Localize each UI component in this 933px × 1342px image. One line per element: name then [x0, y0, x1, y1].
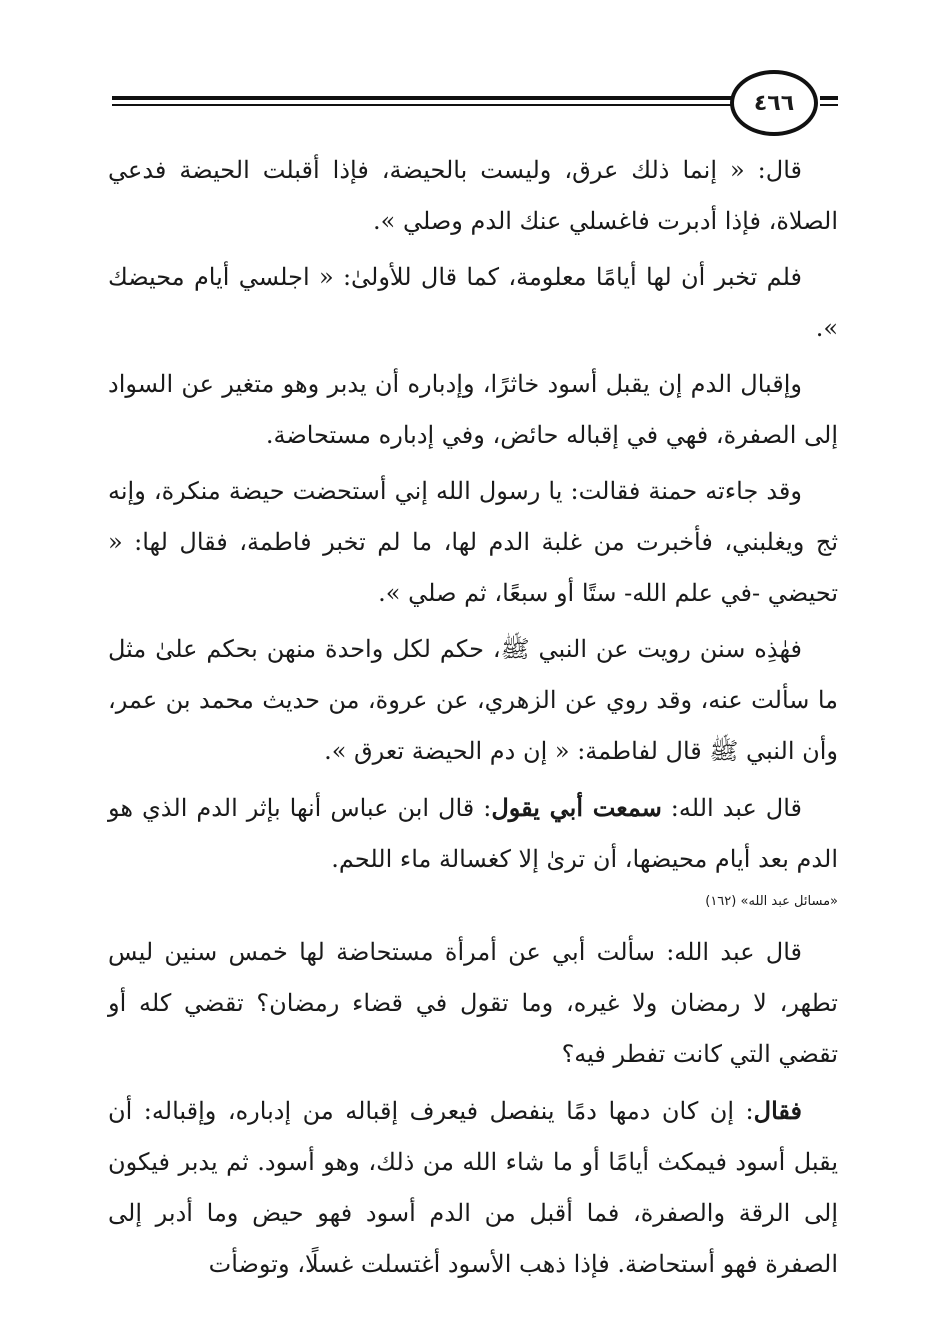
header-rule-thin [112, 104, 734, 106]
header-rule-right-thin [820, 104, 838, 106]
paragraph-answer [108, 1085, 838, 1290]
paragraph-1: قال: « إنما ذلك عرق، وليست بالحيضة، فإذا أقبلت الحيضة فدعي الصلاة، فإذا أدبرت فاغسلي عنك الدم وصلي ». [108, 156, 838, 235]
paragraph-abdullah-narration [108, 782, 838, 885]
header-rule-right-thick [820, 96, 838, 100]
narration-rest: : قال ابن عباس أنها بإثر الدم الذي هو الدم بعد أيام محيضها، أن ترىٰ إلا كغسالة ماء اللحم. [108, 794, 838, 873]
paragraph-3: وإقبال الدم إن يقبل أسود خاثرًا، وإدباره أن يدبر وهو متغير عن السواد إلى الصفرة، فهي في إقباله حائض، وفي إدباره مستحاضة. [108, 370, 838, 449]
paragraph-question: قال عبد الله: سألت أبي عن أمرأة مستحاضة لها خمس سنين ليس تطهر، لا رمضان ولا غيره، وما تقول في قضاء رمضان؟ تقضي كله أو تقضي التي كانت تفطر فيه؟ [108, 938, 838, 1068]
paragraph-2: فلم تخبر أن لها أيامًا معلومة، كما قال للأولىٰ: « اجلسي أيام محيضك ». [108, 263, 838, 342]
page-number: ٤٦٦ [753, 90, 795, 116]
paragraph-4: وقد جاءته حمنة فقالت: يا رسول الله إني أستحضت حيضة منكرة، وإنه ثج ويغلبني، فأخبرت من غلبة الدم لها، ما لم تخبر فاطمة، فقال لها: « تحيضي -في علم الله- ستًا أو سبعًا، ثم صلي ». [108, 477, 838, 607]
answer-rest: : إن كان دمها دمًا ينفصل فيعرف إقباله من إدباره، وإقباله: أن يقبل أسود فيمكث أيامًا أو ما شاء الله من ذلك، وهو أسود. ثم يدبر فيكون إلى الرقة والصفرة، فما أقبل من الدم أسود فهو حيض وما أدبر إلى الصفرة فهو أستحاضة. فإذا ذهب الأسود أغتسلت غسلًا، وتوضأت [108, 1097, 838, 1278]
page-body [108, 145, 838, 1295]
narration-lead: سمعت أبي يقول [491, 793, 662, 822]
paragraph-5: فهٰذِه سنن رويت عن النبي ﷺ، حكم لكل واحدة منهن بحكم علىٰ مثل ما سألت عنه، وقد روي عن الزهري، عن عروة، من حديث محمد بن عمر، وأن النبي ﷺ قال لفاطمة: « إن دم الحيضة تعرق ». [108, 635, 838, 765]
narration-prefix: قال عبد الله: [661, 794, 802, 822]
answer-lead: فقال [753, 1096, 802, 1125]
header-rule-thick [112, 96, 734, 100]
source-citation: «مسائل عبد الله» (١٦٢) [705, 894, 838, 909]
page-number-badge [730, 70, 818, 136]
